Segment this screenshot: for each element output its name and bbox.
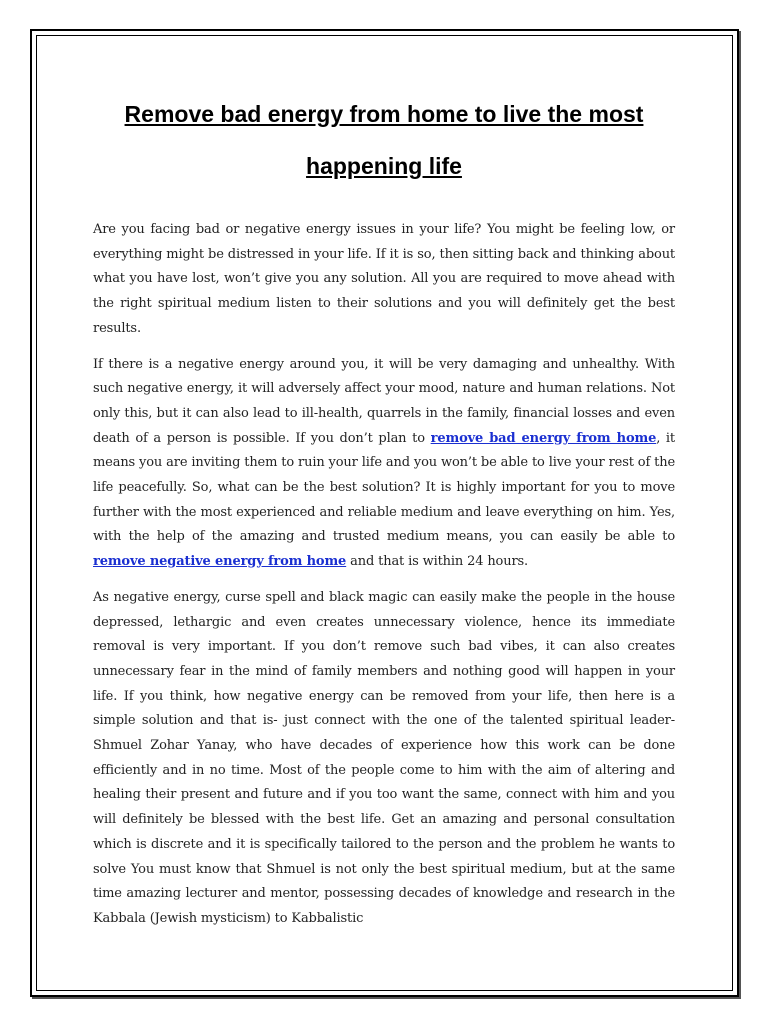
page-border-shadow-right xyxy=(739,31,741,999)
paragraph-2-text-1: If there is a negative energy around you, it will be very damaging and unhealthy. With such negative energy, it will adversely affect your mood, nature and human relations. Not only this, but it can also lead to ill-health, quarrels in the family, financial losses and even death of a person is possible. If you don’t plan to xyxy=(93,356,675,446)
paragraph-2 xyxy=(93,353,675,575)
remove-negative-energy-link[interactable]: remove negative energy from home xyxy=(93,554,347,570)
page-border-shadow-bottom xyxy=(32,997,741,999)
paragraph-1: Are you facing bad or negative energy issues in your life? You might be feeling low, or everything might be distressed in your life. If it is so, then sitting back and thinking about what you have lost, won’t give you any solution. All you are required to move ahead with the right spiritual medium listen to their solutions and you will definitely get the best results. xyxy=(93,222,675,336)
paragraph-3: As negative energy, curse spell and black magic can easily make the people in the house depressed, lethargic and even creates unnecessary violence, hence its immediate removal is very important. If you don’t remove such bad vibes, it can also creates unnecessary fear in the mind of family members and nothing good will happen in your life. If you think, how negative energy can be removed from your life, then here is a simple solution and that is- just connect with the one of the talented spiritual leader- Shmuel Zohar Yanay, who have decades of experience how this work can be done efficiently and in no time. Most of the people come to him with the aim of altering and healing their present and future and if you too want the same, connect with him and you will definitely be blessed with the best life. Get an amazing and personal consultation which is discrete and it is specifically tailored to the person and the problem he wants to solve You must know that Shmuel is not only the best spiritual medium, but at the same time amazing lecturer and mentor, possessing decades of knowledge and research in the Kabbala (Jewish mysticism) to Kabbalistic xyxy=(93,589,675,926)
document-body xyxy=(93,88,675,943)
paragraph-2-text-2: , it means you are inviting them to ruin your life and you won’t be able to live your rest of the life peacefully. So, what can be the best solution? It is highly important for you to move further with the most experienced and reliable medium and leave everything on him. Yes, with the help of the amazing and trusted medium means, you can easily be able to xyxy=(93,430,676,545)
document-title: Remove bad energy from home to live the most happening life xyxy=(124,101,644,179)
remove-bad-energy-link[interactable]: remove bad energy from home xyxy=(430,430,657,446)
paragraph-2-text-3: and that is within 24 hours. xyxy=(346,554,529,570)
